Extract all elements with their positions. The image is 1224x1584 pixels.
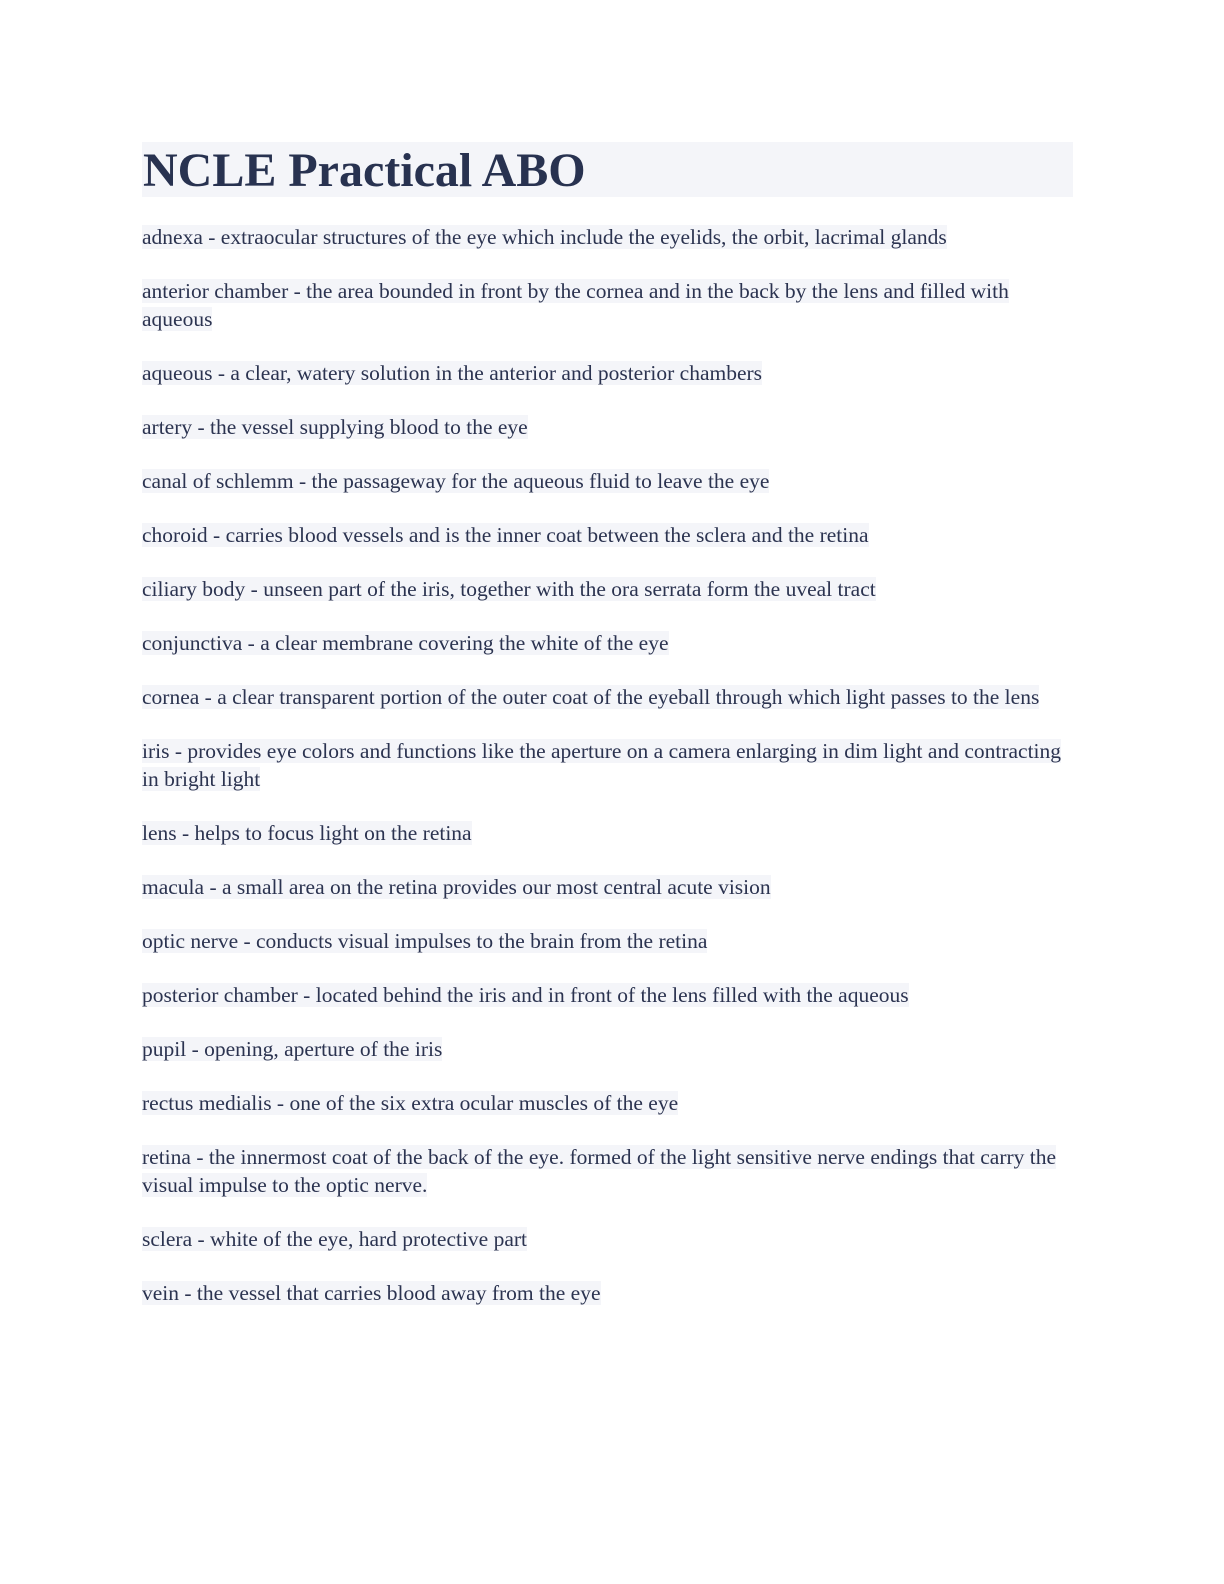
glossary-entry: [142, 277, 1067, 333]
glossary-entry-text: pupil - opening, aperture of the iris: [142, 1037, 443, 1061]
glossary-entry-text: lens - helps to focus light on the retina: [142, 821, 472, 845]
glossary-entry: [142, 1225, 1067, 1253]
glossary-entry-text: aqueous - a clear, watery solution in the anterior and posterior chambers: [142, 361, 763, 385]
glossary-entry-text: cornea - a clear transparent portion of the outer coat of the eyeball through which light passes to the lens: [142, 685, 1040, 709]
glossary-entry: [142, 737, 1067, 793]
glossary-entry: [142, 819, 1067, 847]
glossary-entry: [142, 1035, 1067, 1063]
glossary-entry: [142, 1143, 1067, 1199]
glossary-entry-text: macula - a small area on the retina provides our most central acute vision: [142, 875, 771, 899]
glossary-entry: [142, 873, 1067, 901]
glossary-entry-text: canal of schlemm - the passageway for the aqueous fluid to leave the eye: [142, 469, 770, 493]
glossary-list: [142, 223, 1073, 1307]
glossary-entry-text: artery - the vessel supplying blood to the eye: [142, 415, 528, 439]
glossary-entry: [142, 1089, 1067, 1117]
title-block: [142, 142, 1073, 197]
glossary-entry: [142, 521, 1067, 549]
glossary-entry: [142, 359, 1067, 387]
glossary-entry: [142, 683, 1067, 711]
glossary-entry: [142, 927, 1067, 955]
glossary-entry-text: retina - the innermost coat of the back of the eye. formed of the light sensitive nerve endings that carry the visual impulse to the optic nerve.: [142, 1145, 1057, 1197]
glossary-entry-text: choroid - carries blood vessels and is the inner coat between the sclera and the retina: [142, 523, 869, 547]
glossary-entry-text: anterior chamber - the area bounded in front by the cornea and in the back by the lens and filled with aqueous: [142, 279, 1009, 331]
glossary-entry-text: adnexa - extraocular structures of the eye which include the eyelids, the orbit, lacrimal glands: [142, 225, 947, 249]
glossary-entry-text: posterior chamber - located behind the iris and in front of the lens filled with the aqueous: [142, 983, 909, 1007]
glossary-entry: [142, 1279, 1067, 1307]
glossary-entry: [142, 223, 1067, 251]
glossary-entry-text: ciliary body - unseen part of the iris, together with the ora serrata form the uveal tract: [142, 577, 876, 601]
glossary-entry-text: vein - the vessel that carries blood away from the eye: [142, 1281, 601, 1305]
glossary-entry: [142, 629, 1067, 657]
glossary-entry-text: rectus medialis - one of the six extra ocular muscles of the eye: [142, 1091, 679, 1115]
glossary-entry-text: sclera - white of the eye, hard protective part: [142, 1227, 528, 1251]
document-page: [142, 142, 1073, 1333]
glossary-entry-text: optic nerve - conducts visual impulses to the brain from the retina: [142, 929, 708, 953]
glossary-entry-text: iris - provides eye colors and functions like the aperture on a camera enlarging in dim light and contracting in bright light: [142, 739, 1062, 791]
glossary-entry: [142, 413, 1067, 441]
glossary-entry: [142, 575, 1067, 603]
glossary-entry-text: conjunctiva - a clear membrane covering the white of the eye: [142, 631, 669, 655]
page-title: NCLE Practical ABO: [143, 144, 586, 197]
glossary-entry: [142, 981, 1067, 1009]
glossary-entry: [142, 467, 1067, 495]
